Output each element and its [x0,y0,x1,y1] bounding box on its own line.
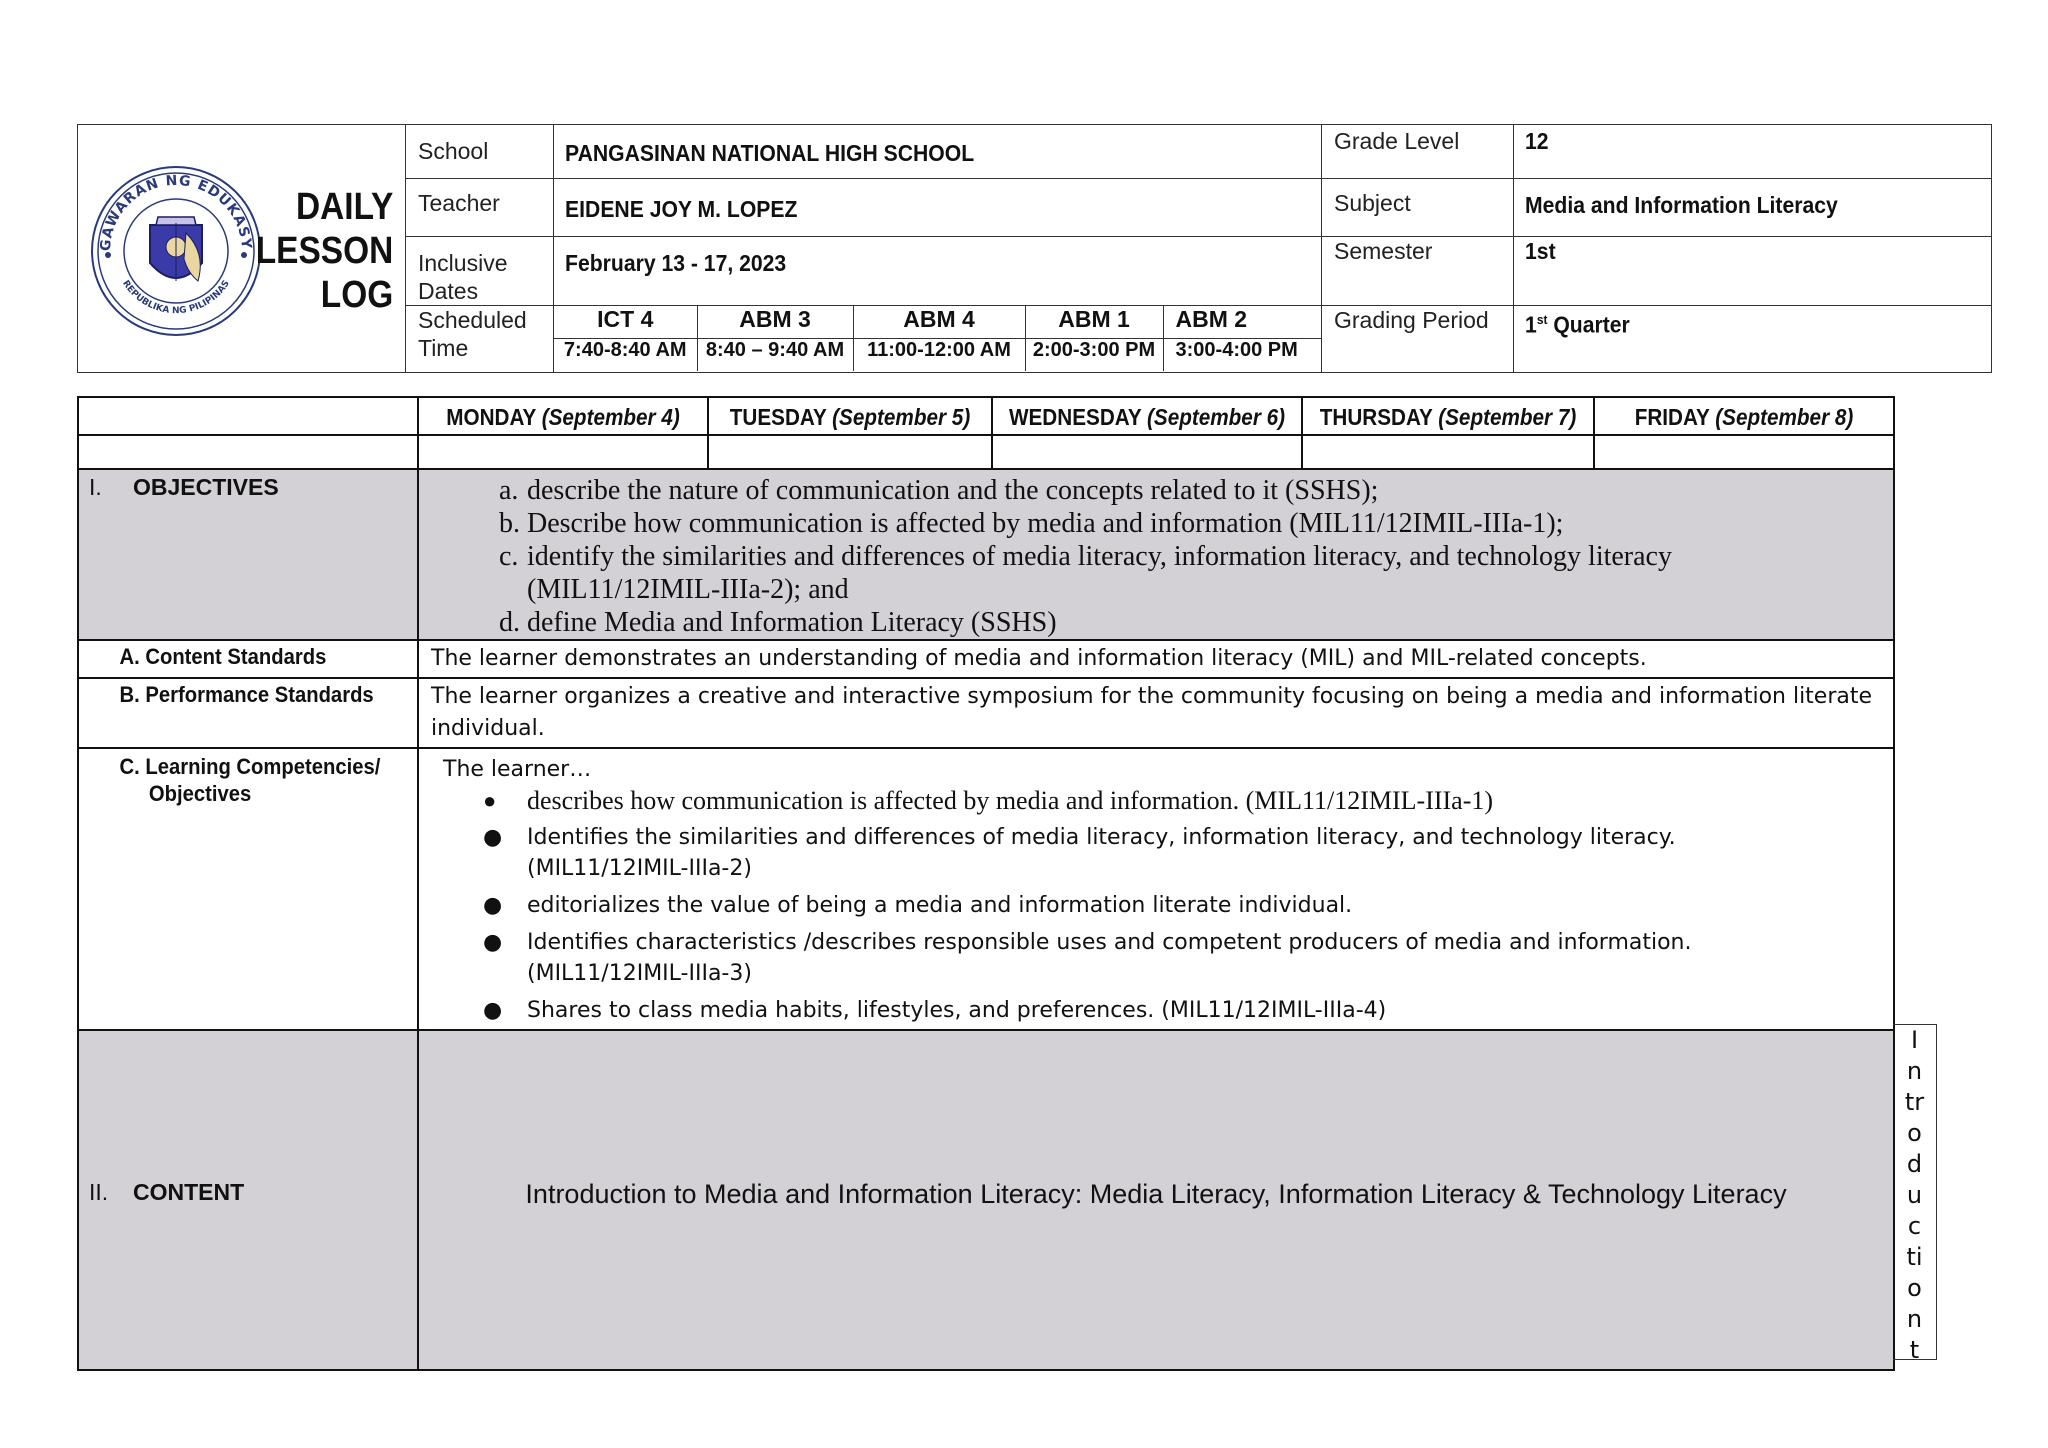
dates-value-cell [554,237,1322,306]
schedule-time: 11:00-12:00 AM [853,339,1025,372]
schedule-time: 2:00-3:00 PM [1025,339,1163,372]
subject-value-cell [1514,179,1992,237]
grading-value-cell [1514,306,1992,373]
grade-level-value: 12 [1525,128,1549,154]
subject-label: Subject [1334,190,1411,216]
lesson-log-table [77,396,1895,1371]
scheduled-time-label: Scheduled Time [418,307,527,361]
content-standards-cell [418,640,1894,678]
blank-row [78,435,1894,469]
content-heading: II. CONTENT [89,1179,245,1205]
school-label-cell [406,125,554,179]
content-standards-text: The learner demonstrates an understanding of media and information literacy (MIL) and MIL-related concepts. [431,646,1647,671]
objectives-label-cell [78,469,418,640]
competency-item: ● describes how communication is affected by media and information. (MIL11/12IMIL-IIIa-1) [483,786,1494,815]
subject-value: Media and Information Literacy [1525,192,1838,218]
school-label: School [418,138,489,164]
performance-standards-text: The learner organizes a creative and interactive symposium for the community focusing on being a media and information literate individual. [431,684,1873,741]
performance-standards-label: B. Performance Standards [119,682,374,707]
grade-level-label: Grade Level [1334,128,1460,154]
content-standards-label: A. Content Standards [119,644,327,669]
objective-item: b. Describe how communication is affected by media and information (MIL11/12IMIL-IIIa-1); [499,508,1564,539]
day-header-wednesday: WEDNESDAY (September 6) [992,397,1302,435]
inclusive-dates-label: Inclusive Dates [418,250,508,304]
competency-item: ● Identifies the similarities and differences of media literacy, information literacy, and technology literacy. (MIL11/12IMIL-IIIa-2) [483,825,1676,881]
schedule-table [554,306,1322,371]
objectives-content-cell [418,469,1894,640]
deped-seal-logo [88,163,263,338]
grading-label-cell [1322,306,1514,373]
content-standards-label-cell [78,640,418,678]
performance-standards-row [78,678,1894,748]
teacher-label-cell [406,179,554,237]
schedule-section: ABM 1 [1025,306,1163,339]
objective-item: a. describe the nature of communication and the concepts related to it (SSHS); [499,475,1379,506]
day-header-row [78,397,1894,435]
objectives-heading: I. OBJECTIVES [89,474,279,500]
school-value: PANGASINAN NATIONAL HIGH SCHOOL [565,140,975,166]
performance-standards-label-cell [78,678,418,748]
day-header-monday: MONDAY (September 4) [418,397,708,435]
competency-item: ● Shares to class media habits, lifestyles, and preferences. (MIL11/12IMIL-IIIa-4) [483,998,1387,1023]
schedule-section: ABM 4 [853,306,1025,339]
schedule-time: 3:00-4:00 PM [1163,339,1322,372]
objectives-row [78,469,1894,640]
subject-label-cell [1322,179,1514,237]
grade-label-cell [1322,125,1514,179]
competency-item: ● Identifies characteristics /describes responsible uses and competent producers of media and information. (MIL11/12IMIL-IIIa-3) [483,930,1692,986]
logo-title-cell [78,125,406,373]
grading-period-label: Grading Period [1334,307,1489,333]
schedule-section: ICT 4 [554,306,697,339]
competencies-list [419,785,1893,1026]
content-row [78,1030,1894,1370]
lesson-log-body [77,396,1925,1371]
competencies-label-cell [78,748,418,1030]
schedule-time: 8:40 – 9:40 AM [697,339,853,372]
day-header-friday: FRIDAY (September 8) [1594,397,1894,435]
header-table [77,124,1992,373]
schedule-cell [554,306,1322,373]
content-standards-row [78,640,1894,678]
inclusive-dates-value: February 13 - 17, 2023 [565,250,787,276]
teacher-value: EIDENE JOY M. LOPEZ [565,196,798,222]
svg-text:KAGAWARAN NG EDUKASYON: GAWARAN NG EDUKASY [97,172,255,252]
competency-item: ● editorializes the value of being a media and information literate individual. [483,893,1353,918]
schedule-section: ABM 3 [697,306,853,339]
objective-item: c. identify the similarities and differences of media literacy, information literacy, and technology literacy (MIL11/12IMIL-IIIa-2); and [499,541,1672,605]
competencies-intro: The learner… [443,757,592,782]
day-header-tuesday: TUESDAY (September 5) [708,397,992,435]
grading-period-value: 1st Quarter [1525,311,1630,338]
content-text: Introduction to Media and Information Literacy: Media Literacy, Information Literacy & Technology Literacy [525,1179,1787,1209]
objective-item: d. define Media and Information Literacy (SSHS) [499,607,1057,638]
semester-value-cell [1514,237,1992,306]
daily-lesson-log-title: DAILY LESSON LOG [255,186,393,316]
day-header-thursday: THURSDAY (September 7) [1302,397,1594,435]
scheduled-label-cell [406,306,554,373]
corner-cell [78,397,418,435]
competencies-row [78,748,1894,1030]
content-cell [418,1030,1894,1370]
schedule-section: ABM 2 [1163,306,1322,339]
overflow-vertical-text-box: I n tr o d u c ti o n t [1893,1024,1937,1360]
semester-value: 1st [1525,238,1556,264]
schedule-time: 7:40-8:40 AM [554,339,697,372]
teacher-value-cell [554,179,1322,237]
semester-label-cell [1322,237,1514,306]
teacher-label: Teacher [418,190,500,216]
content-label-cell [78,1030,418,1370]
performance-standards-cell [418,678,1894,748]
dates-label-cell [406,237,554,306]
competencies-label: C. Learning Competencies/ Objectives [119,754,381,806]
grade-value-cell [1514,125,1992,179]
competencies-cell [418,748,1894,1030]
objectives-list [419,470,1893,639]
school-value-cell [554,125,1322,179]
svg-text:REPUBLIKA NG PILIPINAS: REPUBLIKA NG PILIPINAS [120,278,232,317]
semester-label: Semester [1334,238,1433,264]
